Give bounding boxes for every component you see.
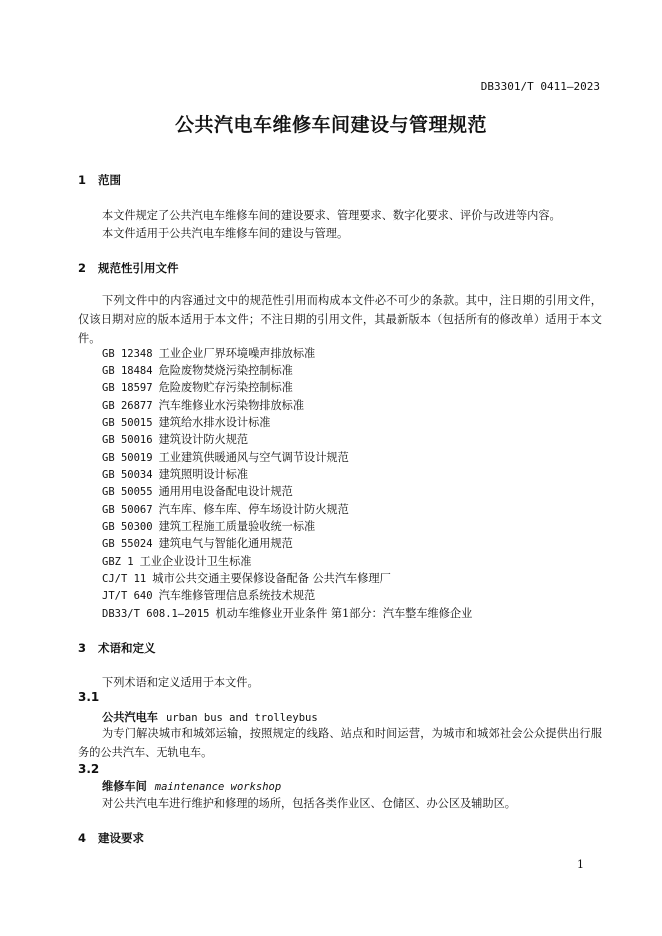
reference-title: 工业企业设计卫生标准 (139, 555, 252, 568)
reference-item (102, 414, 270, 430)
reference-code: GB 50055 (102, 486, 153, 498)
reference-title: 机动车维修业开业条件 第1部分：汽车整车维修企业 (215, 607, 473, 620)
reference-title: 建筑照明设计标准 (158, 468, 249, 481)
reference-title: 建筑设计防火规范 (158, 433, 249, 446)
section-heading-normative-references (78, 260, 179, 276)
term-chinese: 公共汽电车 (102, 711, 158, 724)
terms-intro: 下列术语和定义适用于本文件。 (102, 676, 259, 689)
reference-title: 工业建筑供暖通风与空气调节设计规范 (158, 451, 349, 464)
reference-title: 危险废物焚烧污染控制标准 (158, 364, 293, 377)
reference-code: GB 50016 (102, 434, 153, 446)
document-code: DB3301/T 0411—2023 (480, 80, 600, 93)
reference-title: 建筑给水排水设计标准 (158, 416, 271, 429)
reference-code: GB 18597 (102, 382, 153, 394)
reference-code: GB 12348 (102, 348, 153, 360)
reference-code: GB 26877 (102, 400, 153, 412)
term-definition: 对公共汽电车进行维护和修理的场所，包括各类作业区、仓储区、办公区及辅助区。 (102, 797, 516, 810)
section-heading-terms-and-definitions (78, 640, 156, 656)
reference-code: GB 50019 (102, 452, 153, 464)
reference-item (102, 570, 391, 586)
reference-title: 汽车库、修车库、停车场设计防火规范 (158, 503, 349, 516)
section-heading-construction-requirements (78, 830, 144, 846)
section-number: 1 (78, 173, 87, 187)
reference-item (102, 431, 248, 447)
section-number: 3 (78, 641, 87, 655)
normative-intro-paragraph: 下列文件中的内容通过文中的规范性引用而构成本文件必不可少的条款。其中，注日期的引用文件，仅该日期对应的版本适用于本文件；不注日期的引用文件，其最新版本（包括所有的修改单）适用于本文件。 (78, 294, 602, 345)
section-number: 2 (78, 261, 87, 275)
reference-code: GB 18484 (102, 365, 153, 377)
section-heading-scope (78, 172, 121, 188)
reference-code: GB 55024 (102, 538, 153, 550)
page-number: 1 (577, 858, 584, 871)
reference-code: GB 50034 (102, 469, 153, 481)
reference-item (102, 379, 293, 395)
reference-item (102, 449, 349, 465)
section-title: 规范性引用文件 (98, 261, 179, 275)
reference-code: GB 50300 (102, 521, 153, 533)
term-definition: 为专门解决城市和城郊运输，按照规定的线路、站点和时间运营，为城市和城郊社会公众提供出行服务的公共汽车、无轨电车。 (78, 727, 602, 759)
reference-title: 建筑电气与智能化通用规范 (158, 537, 293, 550)
reference-item (102, 535, 293, 551)
section-title: 范围 (98, 173, 121, 187)
reference-code: DB33/T 608.1—2015 (102, 608, 210, 620)
reference-title: 工业企业厂界环境噪声排放标准 (158, 347, 316, 360)
reference-code: GB 50067 (102, 504, 153, 516)
reference-title: 汽车维修管理信息系统技术规范 (158, 589, 316, 602)
term-english: maintenance workshop (154, 781, 282, 793)
reference-item (102, 587, 315, 603)
scope-paragraph-1: 本文件规定了公共汽电车维修车间的建设要求、管理要求、数字化要求、评价与改进等内容。 (102, 209, 561, 222)
term-number: 3.2 (78, 762, 100, 776)
section-title: 术语和定义 (98, 641, 156, 655)
reference-item (102, 501, 349, 517)
reference-item (102, 518, 315, 534)
reference-item (102, 362, 293, 378)
term-number: 3.1 (78, 690, 100, 704)
reference-item (102, 345, 315, 361)
reference-item (102, 397, 304, 413)
reference-item (102, 605, 472, 621)
scope-paragraph-2: 本文件适用于公共汽电车维修车间的建设与管理。 (102, 227, 349, 240)
reference-title: 建筑工程施工质量验收统一标准 (158, 520, 316, 533)
term-heading (102, 778, 281, 794)
reference-title: 汽车维修业水污染物排放标准 (158, 399, 305, 412)
reference-title: 危险废物贮存污染控制标准 (158, 381, 293, 394)
reference-item (102, 466, 248, 482)
reference-title: 城市公共交通主要保修设备配备 公共汽车修理厂 (152, 572, 391, 585)
reference-item (102, 553, 252, 569)
reference-code: GBZ 1 (102, 556, 134, 568)
reference-code: CJ/T 11 (102, 573, 147, 585)
term-english: urban bus and trolleybus (165, 712, 318, 724)
page-title: 公共汽电车维修车间建设与管理规范 (174, 114, 487, 136)
section-title: 建设要求 (98, 831, 144, 845)
term-chinese: 维修车间 (102, 780, 147, 793)
reference-code: GB 50015 (102, 417, 153, 429)
term-heading (102, 709, 318, 725)
reference-item (102, 483, 293, 499)
reference-title: 通用用电设备配电设计规范 (158, 485, 293, 498)
section-number: 4 (78, 831, 87, 845)
reference-code: JT/T 640 (102, 590, 153, 602)
